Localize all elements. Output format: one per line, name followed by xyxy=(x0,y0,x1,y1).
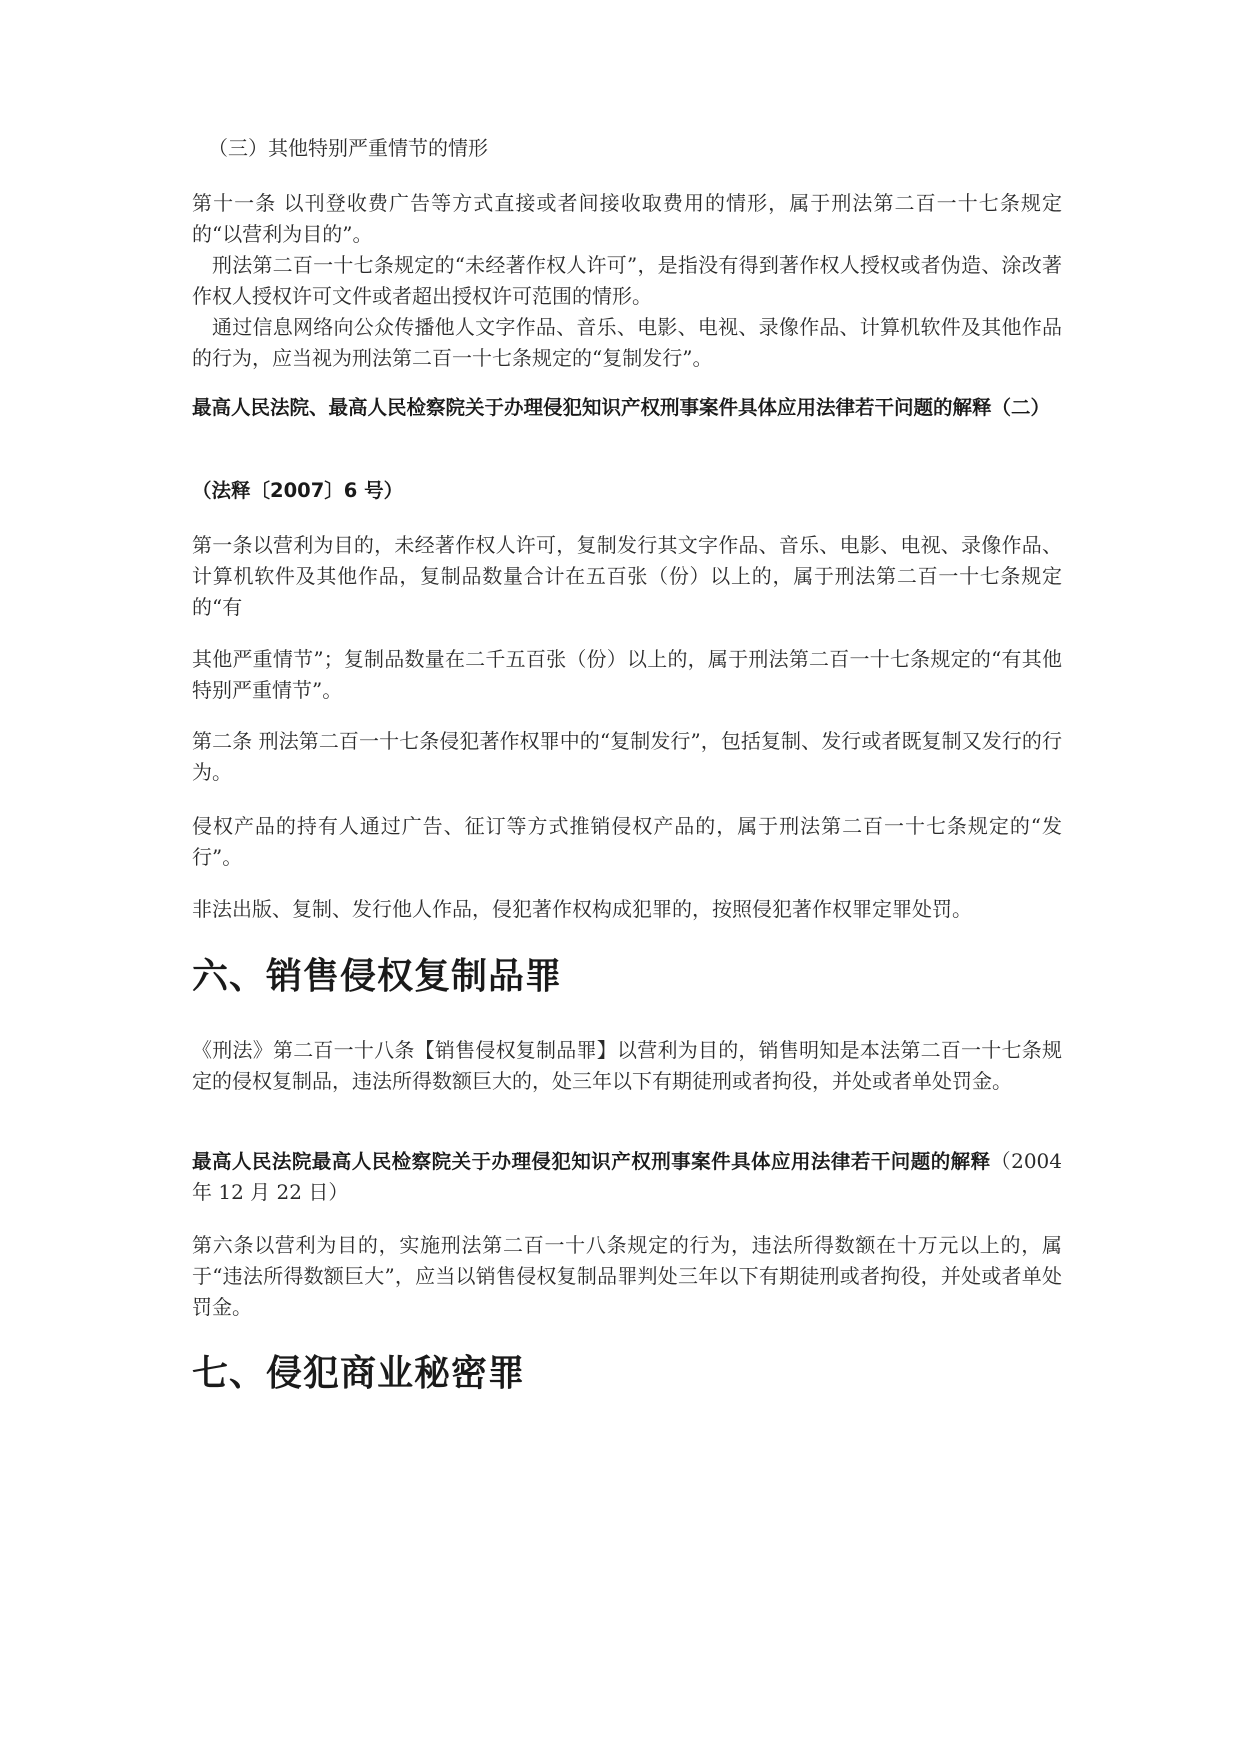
article-2-paragraph-2: 侵权产品的持有人通过广告、征订等方式推销侵权产品的，属于刑法第二百一十七条规定的“发行”。 xyxy=(192,814,1062,869)
list-item-3: （三）其他特别严重情节的情形 xyxy=(208,136,488,160)
interpretation-1-title-date: （2004 年 12 月 22 日） xyxy=(192,1149,1062,1204)
article-11-paragraph-1: 第十一条 以刊登收费广告等方式直接或者间接收取费用的情形，属于刑法第二百一十七条规定的“以营利为目的”。 xyxy=(192,191,1062,246)
article-11-paragraph-3: 通过信息网络向公众传播他人文字作品、音乐、电影、电视、录像作品、计算机软件及其他作品的行为，应当视为刑法第二百一十七条规定的“复制发行”。 xyxy=(192,315,1062,370)
section-6-law-text: 《刑法》第二百一十八条【销售侵权复制品罪】以营利为目的，销售明知是本法第二百一十七条规定的侵权复制品，违法所得数额巨大的，处三年以下有期徒刑或者拘役，并处或者单处罚金。 xyxy=(192,1038,1062,1093)
article-1-paragraph-2: 其他严重情节”；复制品数量在二千五百张（份）以上的，属于刑法第二百一十七条规定的“有其他特别严重情节”。 xyxy=(192,647,1062,702)
section-7-heading: 七、侵犯商业秘密罪 xyxy=(192,1353,526,1394)
interpretation-2-title: 最高人民法院、最高人民检察院关于办理侵犯知识产权刑事案件具体应用法律若干问题的解释（二） xyxy=(192,396,1051,419)
section-6-heading: 六、销售侵权复制品罪 xyxy=(192,956,563,997)
interpretation-1-title-main: 最高人民法院最高人民检察院关于办理侵犯知识产权刑事案件具体应用法律若干问题的解释 xyxy=(192,1150,991,1173)
article-1-paragraph-1: 第一条以营利为目的，未经著作权人许可，复制发行其文字作品、音乐、电影、电视、录像作品、计算机软件及其他作品，复制品数量合计在五百张（份）以上的，属于刑法第二百一十七条规定的“有 xyxy=(192,533,1062,619)
interpretation-2-number: （法释〔2007〕6 号） xyxy=(192,479,404,502)
article-2-paragraph-1: 第二条 刑法第二百一十七条侵犯著作权罪中的“复制发行”，包括复制、发行或者既复制又发行的行为。 xyxy=(192,729,1062,784)
article-11-paragraph-2: 刑法第二百一十七条规定的“未经著作权人许可”，是指没有得到著作权人授权或者伪造、涂改著作权人授权许可文件或者超出授权许可范围的情形。 xyxy=(192,253,1062,308)
article-6-paragraph: 第六条以营利为目的，实施刑法第二百一十八条规定的行为，违法所得数额在十万元以上的，属于“违法所得数额巨大”，应当以销售侵权复制品罪判处三年以下有期徒刑或者拘役，并处或者单处罚金。 xyxy=(192,1233,1062,1319)
interpretation-1-title xyxy=(192,1146,1062,1208)
article-2-paragraph-3: 非法出版、复制、发行他人作品，侵犯著作权构成犯罪的，按照侵犯著作权罪定罪处罚。 xyxy=(192,897,972,921)
